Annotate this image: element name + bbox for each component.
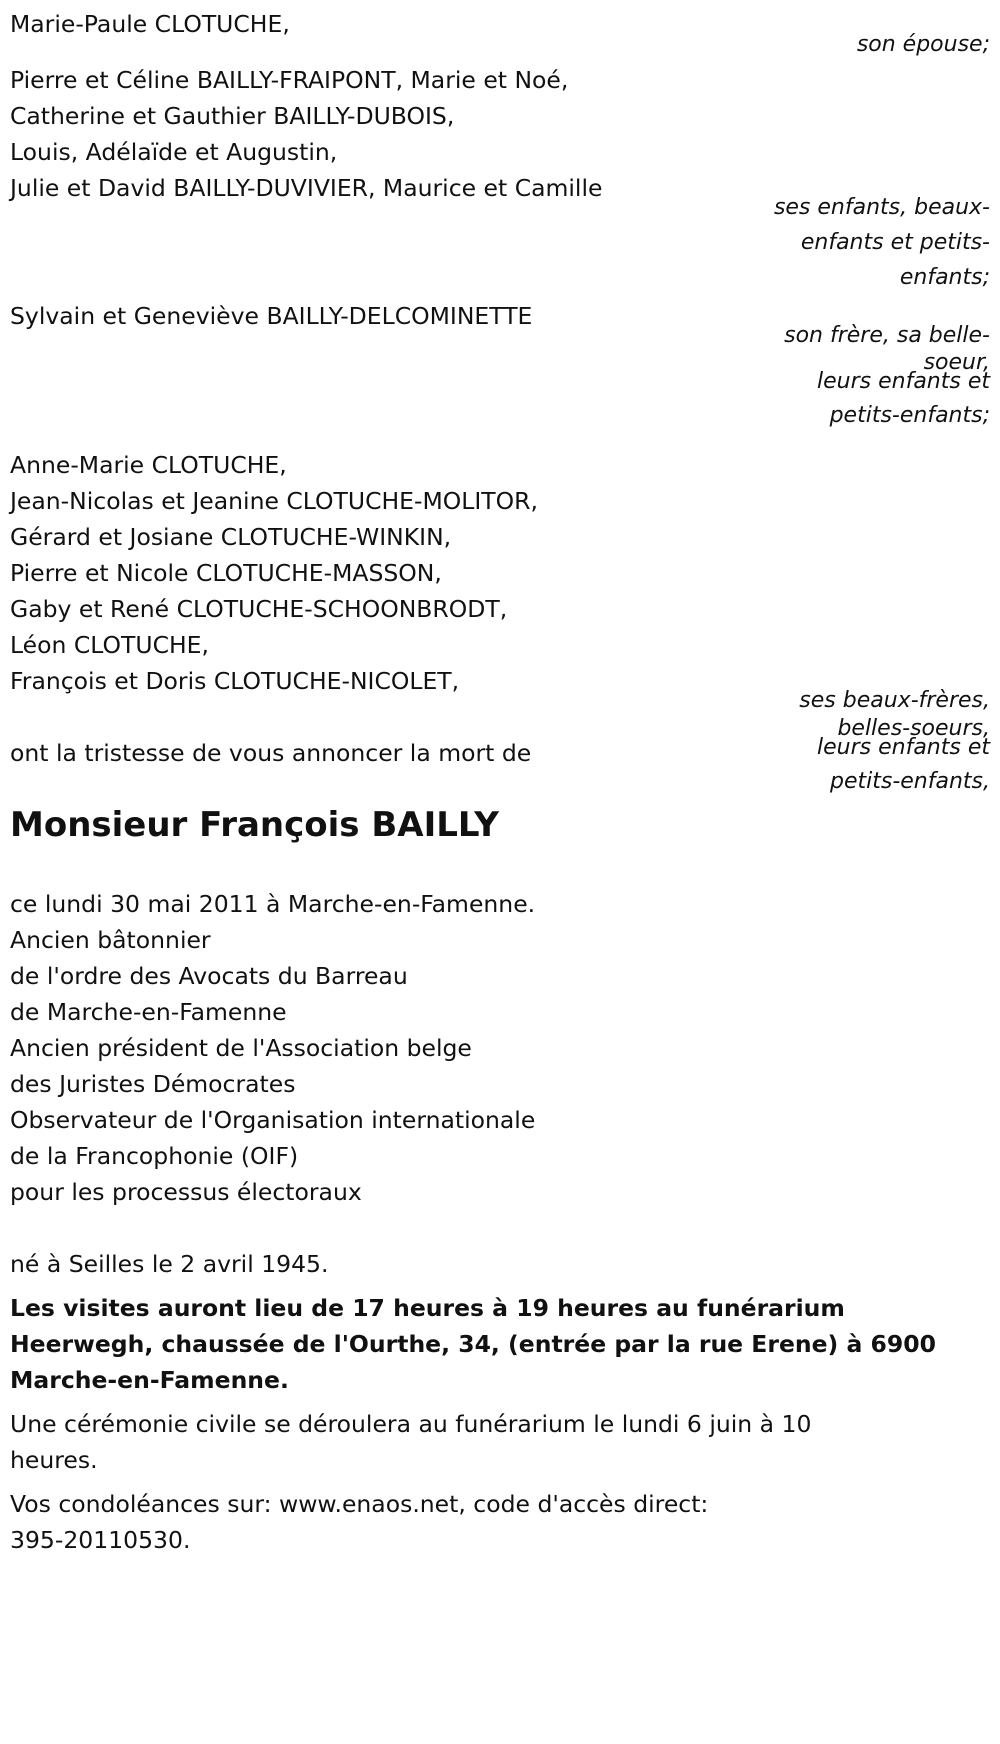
detail-line: ce lundi 30 mai 2011 à Marche-en-Famenne. (10, 890, 536, 918)
children-line: Julie et David BAILLY-DUVIVIER, Maurice et Camille (10, 174, 603, 202)
detail-line: de l'ordre des Avocats du Barreau (10, 962, 408, 990)
spouse-name: Marie-Paule CLOTUCHE, (10, 10, 290, 38)
in-law-line: Jean-Nicolas et Jeanine CLOTUCHE-MOLITOR, (10, 487, 538, 515)
visits-line: Les visites auront lieu de 17 heures à 19 heures au funérarium (10, 1294, 845, 1322)
in-law-line: Léon CLOTUCHE, (10, 631, 209, 659)
brother-role: son frère, sa belle- soeur, leurs enfants et petits-enfants; (784, 323, 990, 428)
detail-line: pour les processus électoraux (10, 1178, 362, 1206)
children-line: Pierre et Céline BAILLY-FRAIPONT, Marie et Noé, (10, 66, 569, 94)
detail-line: de Marche-en-Famenne (10, 998, 287, 1026)
in-law-line: Gaby et René CLOTUCHE-SCHOONBRODT, (10, 595, 508, 623)
ceremony-line: Une cérémonie civile se déroulera au funérarium le lundi 6 juin à 10 (10, 1410, 812, 1438)
visits-line: Marche-en-Famenne. (10, 1366, 289, 1394)
in-law-line: François et Doris CLOTUCHE-NICOLET, (10, 667, 460, 695)
visits-line: Heerwegh, chaussée de l'Ourthe, 34, (entrée par la rue Erene) à 6900 (10, 1330, 936, 1358)
detail-line: Observateur de l'Organisation internationale (10, 1106, 536, 1134)
brother-line: Sylvain et Geneviève BAILLY-DELCOMINETTE (10, 302, 533, 330)
birth-line: né à Seilles le 2 avril 1945. (10, 1250, 329, 1278)
detail-line: de la Francophonie (OIF) (10, 1142, 299, 1170)
children-line: Catherine et Gauthier BAILLY-DUBOIS, (10, 102, 455, 130)
children-role: ses enfants, beaux- enfants et petits- enfants; (773, 195, 990, 290)
in-laws-role: ses beaux-frères, belles-soeurs, leurs enfants et petits-enfants, (799, 688, 990, 794)
detail-line: Ancien président de l'Association belge (10, 1034, 472, 1062)
ceremony-line: heures. (10, 1446, 98, 1474)
children-line: Louis, Adélaïde et Augustin, (10, 138, 338, 166)
in-law-line: Anne-Marie CLOTUCHE, (10, 451, 287, 479)
in-law-line: Gérard et Josiane CLOTUCHE-WINKIN, (10, 523, 452, 551)
condolences-line: 395-20110530. (10, 1526, 191, 1554)
condolences-line: Vos condoléances sur: www.enaos.net, code d'accès direct: (10, 1490, 709, 1518)
announcement-text: ont la tristesse de vous annoncer la mort de (10, 739, 532, 767)
spouse-role: son épouse; (856, 32, 990, 57)
deceased-name: Monsieur François BAILLY (10, 805, 499, 845)
detail-line: des Juristes Démocrates (10, 1070, 296, 1098)
detail-line: Ancien bâtonnier (10, 926, 211, 954)
in-law-line: Pierre et Nicole CLOTUCHE-MASSON, (10, 559, 442, 587)
